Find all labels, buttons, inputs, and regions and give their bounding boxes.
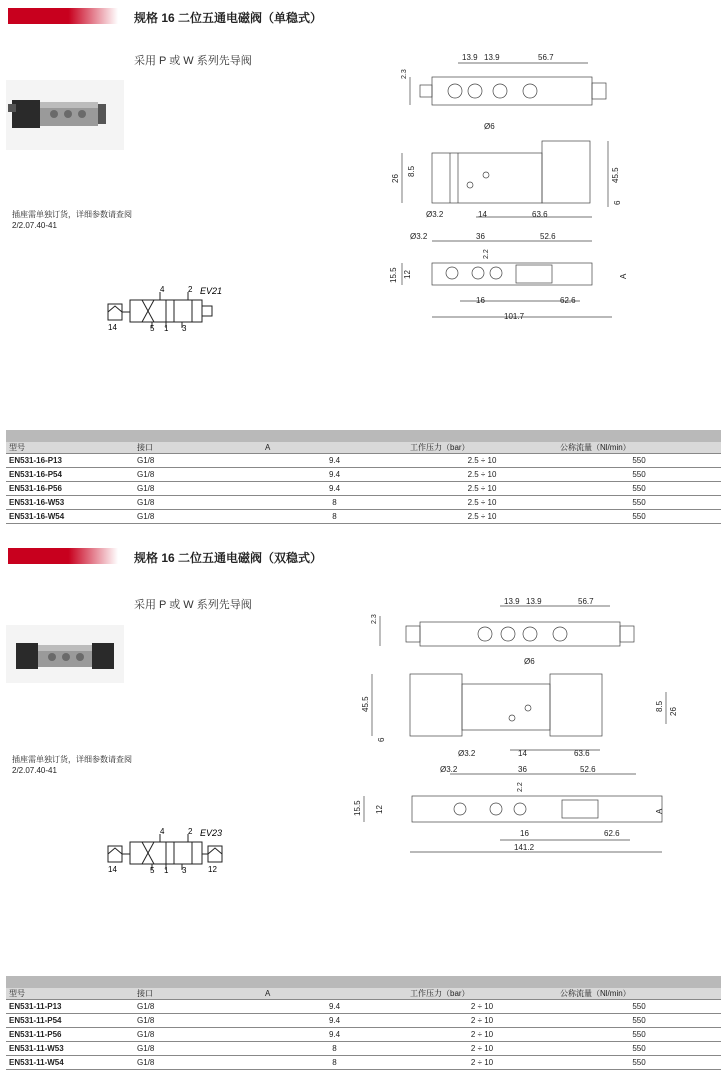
table-row <box>6 1000 721 1014</box>
dim-top-13-9-a: 13.9 <box>462 53 478 62</box>
cell-model: EN531-11-P56 <box>6 1028 134 1042</box>
dim-bottom-d3-2: Ø3.2 <box>440 765 458 774</box>
dim-side-63-6: 63.6 <box>574 749 590 758</box>
table-row <box>6 1014 721 1028</box>
dim-bottom-15-5: 15.5 <box>353 800 362 816</box>
cell-flow: 550 <box>557 1014 721 1028</box>
dim-bottom-d3-2: Ø3.2 <box>410 232 428 241</box>
section-1-title: 规格 16 二位五通电磁阀（单稳式） <box>134 11 323 25</box>
cell-model: EN531-11-P54 <box>6 1014 134 1028</box>
cell-port: G1/8 <box>134 1000 262 1014</box>
cell-a: 8 <box>262 1042 407 1056</box>
section-2-note: 插座需单独订货，详细参数请查阅 2/2.07.40-41 <box>12 755 132 775</box>
table-header-row <box>6 442 721 454</box>
cell-flow: 550 <box>557 496 721 510</box>
dim-side-26: 26 <box>669 707 678 716</box>
cell-port: G1/8 <box>134 482 262 496</box>
dim-side-d3-2: Ø3.2 <box>458 749 476 758</box>
table-row <box>6 468 721 482</box>
table-row <box>6 454 721 468</box>
single-stable-valve-photo <box>6 80 124 150</box>
cell-a: 9.4 <box>262 1014 407 1028</box>
port-4-label: 4 <box>160 827 165 836</box>
cell-pressure: 2.5 ÷ 10 <box>407 496 557 510</box>
cell-model: EN531-16-P56 <box>6 482 134 496</box>
cell-flow: 550 <box>557 468 721 482</box>
cell-flow: 550 <box>557 1028 721 1042</box>
port-1-label: 1 <box>164 866 169 875</box>
cell-port: G1/8 <box>134 454 262 468</box>
col-header-model: 型号 <box>6 442 134 454</box>
port-5-label: 5 <box>150 324 155 333</box>
cell-flow: 550 <box>557 1000 721 1014</box>
col-header-a: A <box>262 988 407 1000</box>
dim-top-13-9-b: 13.9 <box>484 53 500 62</box>
dim-bottom-a: A <box>619 273 628 279</box>
dim-top-2-3: 2.3 <box>371 614 378 624</box>
dim-side-6: 6 <box>377 737 386 742</box>
cell-pressure: 2 ÷ 10 <box>407 1028 557 1042</box>
dim-top-56-7: 56.7 <box>538 53 554 62</box>
col-header-flow: 公称流量（Nl/min） <box>557 442 721 454</box>
cell-pressure: 2 ÷ 10 <box>407 1042 557 1056</box>
cell-flow: 550 <box>557 454 721 468</box>
table-row <box>6 1056 721 1070</box>
dim-bottom-52-6: 52.6 <box>580 765 596 774</box>
double-stable-valve-photo <box>6 625 124 683</box>
cell-pressure: 2.5 ÷ 10 <box>407 510 557 524</box>
cell-model: EN531-11-W54 <box>6 1056 134 1070</box>
dimension-drawing-2 <box>350 592 678 860</box>
dim-bottom-141-2: 141.2 <box>514 843 535 852</box>
cell-port: G1/8 <box>134 510 262 524</box>
cell-flow: 550 <box>557 482 721 496</box>
port-4-label: 4 <box>160 285 165 294</box>
dim-side-6: 6 <box>613 200 622 205</box>
cell-model: EN531-11-P13 <box>6 1000 134 1014</box>
dim-side-d6: Ø6 <box>524 657 535 666</box>
cell-port: G1/8 <box>134 1028 262 1042</box>
section-1-note: 插座需单独订货，详细参数请查阅 2/2.07.40-41 <box>12 210 132 230</box>
col-header-flow: 公称流量（Nl/min） <box>557 988 721 1000</box>
dim-top-2-3: 2.3 <box>401 69 408 79</box>
port-1-label: 1 <box>164 324 169 333</box>
dim-bottom-15-5: 15.5 <box>389 267 398 283</box>
col-header-pressure: 工作压力（bar） <box>407 988 557 1000</box>
col-header-port: 接口 <box>134 442 262 454</box>
cell-a: 9.4 <box>262 1000 407 1014</box>
cell-model: EN531-11-W53 <box>6 1042 134 1056</box>
dim-bottom-2-2: 2.2 <box>517 782 524 792</box>
dim-bottom-52-6: 52.6 <box>540 232 556 241</box>
dim-bottom-36: 36 <box>518 765 527 774</box>
dim-bottom-a: A <box>655 808 664 814</box>
cell-port: G1/8 <box>134 1042 262 1056</box>
port-3-label: 3 <box>182 866 187 875</box>
dim-bottom-16: 16 <box>476 296 485 305</box>
dim-side-14: 14 <box>478 210 487 219</box>
table-row <box>6 510 721 524</box>
section-2-red-bar <box>8 548 118 564</box>
table-row <box>6 496 721 510</box>
cell-port: G1/8 <box>134 496 262 510</box>
dim-side-14: 14 <box>518 749 527 758</box>
cell-a: 8 <box>262 1056 407 1070</box>
section-1-subtitle: 采用 P 或 W 系列先导阀 <box>134 55 252 67</box>
cell-flow: 550 <box>557 1042 721 1056</box>
section-2-title: 规格 16 二位五通电磁阀（双稳式） <box>134 551 323 565</box>
cell-pressure: 2 ÷ 10 <box>407 1014 557 1028</box>
dim-top-13-9-b: 13.9 <box>526 597 542 606</box>
symbol-code: EV21 <box>200 286 223 296</box>
section-1-red-bar <box>8 8 118 24</box>
dim-bottom-12: 12 <box>375 805 384 814</box>
port-2-label: 2 <box>188 827 193 836</box>
cell-model: EN531-16-W54 <box>6 510 134 524</box>
cell-port: G1/8 <box>134 468 262 482</box>
cell-a: 8 <box>262 510 407 524</box>
spec-table-1 <box>6 442 721 524</box>
dim-side-63-6: 63.6 <box>532 210 548 219</box>
section-2-subtitle: 采用 P 或 W 系列先导阀 <box>134 599 252 611</box>
dim-bottom-36: 36 <box>476 232 485 241</box>
dim-side-d6: Ø6 <box>484 122 495 131</box>
cell-pressure: 2 ÷ 10 <box>407 1056 557 1070</box>
dim-bottom-62-6: 62.6 <box>604 829 620 838</box>
cell-pressure: 2.5 ÷ 10 <box>407 454 557 468</box>
table-row <box>6 1028 721 1042</box>
col-header-port: 接口 <box>134 988 262 1000</box>
dim-bottom-101-7: 101.7 <box>504 312 525 321</box>
col-header-pressure: 工作压力（bar） <box>407 442 557 454</box>
table-row <box>6 1042 721 1056</box>
pilot-12-label: 12 <box>208 865 217 874</box>
cell-flow: 550 <box>557 510 721 524</box>
dim-bottom-62-6: 62.6 <box>560 296 576 305</box>
table-1-top-band <box>6 430 721 442</box>
cell-a: 9.4 <box>262 1028 407 1042</box>
dim-top-56-7: 56.7 <box>578 597 594 606</box>
pneumatic-symbol-ev23 <box>104 826 228 874</box>
table-header-row <box>6 988 721 1000</box>
dim-side-8-5: 8.5 <box>407 165 416 177</box>
dim-side-45-5: 45.5 <box>611 167 620 183</box>
port-3-label: 3 <box>182 324 187 333</box>
pilot-14-label: 14 <box>108 323 117 332</box>
dimension-drawing-1 <box>380 45 640 325</box>
cell-flow: 550 <box>557 1056 721 1070</box>
spec-table-2 <box>6 988 721 1070</box>
cell-model: EN531-16-P13 <box>6 454 134 468</box>
cell-pressure: 2 ÷ 10 <box>407 1000 557 1014</box>
cell-a: 9.4 <box>262 454 407 468</box>
pilot-14-label: 14 <box>108 865 117 874</box>
dim-bottom-2-2: 2.2 <box>483 249 490 259</box>
symbol-code: EV23 <box>200 828 223 838</box>
port-2-label: 2 <box>188 285 193 294</box>
dim-side-45-5: 45.5 <box>361 696 370 712</box>
cell-a: 9.4 <box>262 482 407 496</box>
col-header-a: A <box>262 442 407 454</box>
dim-side-d3-2: Ø3.2 <box>426 210 444 219</box>
cell-port: G1/8 <box>134 1056 262 1070</box>
port-5-label: 5 <box>150 866 155 875</box>
cell-model: EN531-16-W53 <box>6 496 134 510</box>
cell-pressure: 2.5 ÷ 10 <box>407 468 557 482</box>
col-header-model: 型号 <box>6 988 134 1000</box>
pneumatic-symbol-ev21 <box>104 284 224 332</box>
cell-pressure: 2.5 ÷ 10 <box>407 482 557 496</box>
cell-port: G1/8 <box>134 1014 262 1028</box>
dim-top-13-9-a: 13.9 <box>504 597 520 606</box>
cell-a: 9.4 <box>262 468 407 482</box>
dim-side-26: 26 <box>391 174 400 183</box>
table-row <box>6 482 721 496</box>
dim-bottom-12: 12 <box>403 270 412 279</box>
dim-bottom-16: 16 <box>520 829 529 838</box>
table-2-top-band <box>6 976 721 988</box>
cell-a: 8 <box>262 496 407 510</box>
dim-side-8-5: 8.5 <box>655 700 664 712</box>
cell-model: EN531-16-P54 <box>6 468 134 482</box>
